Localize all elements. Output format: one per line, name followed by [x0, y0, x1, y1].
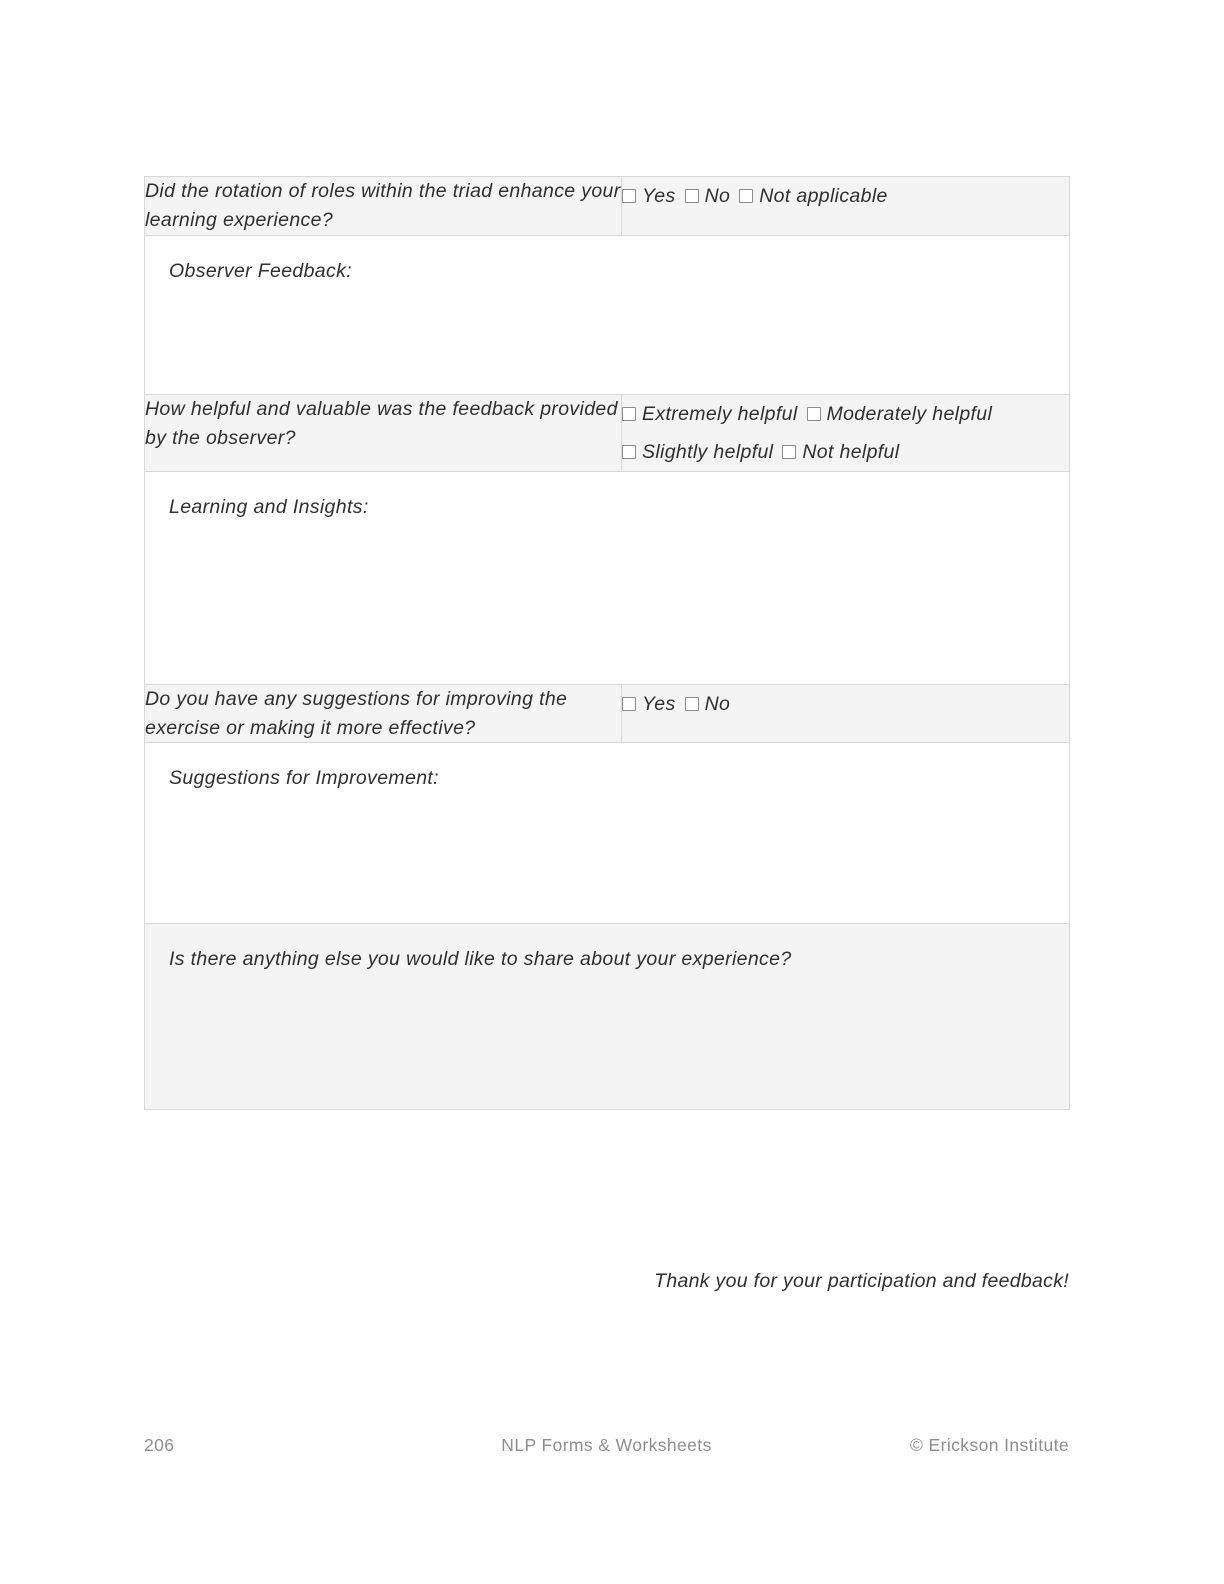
option-no[interactable] [685, 693, 731, 715]
checkbox-icon[interactable] [685, 189, 699, 203]
question-text: How helpful and valuable was the feedback provided by the observer? [145, 397, 618, 449]
page-footer [144, 1435, 1069, 1456]
table-row [145, 743, 1070, 924]
checkbox-icon[interactable] [622, 445, 636, 459]
table-row [145, 177, 1070, 236]
checkbox-icon[interactable] [739, 189, 753, 203]
table-row [145, 924, 1070, 1110]
option-extremely-helpful[interactable] [622, 403, 798, 425]
options-cell-suggestions [622, 684, 1070, 743]
answer-cell-learning-insights[interactable] [145, 471, 1070, 684]
question-text: Did the rotation of roles within the triad enhance your learning experience? [145, 180, 621, 231]
footer-credit: © Erickson Institute [909, 1435, 1069, 1455]
option-label: Yes [642, 185, 676, 207]
option-group [622, 395, 1069, 471]
option-label: No [704, 185, 731, 207]
checkbox-icon[interactable] [622, 189, 636, 203]
checkbox-icon[interactable] [622, 407, 636, 421]
answer-label: Learning and Insights: [169, 495, 369, 518]
option-yes[interactable] [622, 185, 676, 207]
checkbox-icon[interactable] [782, 445, 796, 459]
footer-title: NLP Forms & Worksheets [501, 1435, 712, 1455]
option-not-helpful[interactable] [782, 441, 899, 463]
option-slightly-helpful[interactable] [622, 441, 773, 463]
answer-cell-suggestions-improvement[interactable] [145, 743, 1070, 924]
option-not-applicable[interactable] [739, 185, 887, 207]
answer-label: Observer Feedback: [169, 259, 352, 282]
answer-cell-observer-feedback[interactable] [145, 235, 1070, 394]
checkbox-icon[interactable] [807, 407, 821, 421]
question-cell-suggestions [145, 684, 622, 743]
option-label: Not helpful [802, 440, 900, 463]
table-row [145, 471, 1070, 684]
table-row [145, 235, 1070, 394]
option-label: Not applicable [759, 185, 888, 207]
option-moderately-helpful[interactable] [807, 403, 993, 425]
option-group [622, 685, 1069, 723]
option-label: Yes [642, 692, 676, 715]
question-cell-rotation [145, 177, 622, 236]
checkbox-icon[interactable] [685, 697, 699, 711]
option-group [622, 177, 1069, 215]
answer-cell-anything-else[interactable] [145, 924, 1070, 1110]
checkbox-icon[interactable] [622, 697, 636, 711]
table-row [145, 394, 1070, 471]
option-yes[interactable] [622, 693, 676, 715]
option-label: Extremely helpful [642, 402, 798, 425]
closing-note: Thank you for your participation and feedback! [654, 1270, 1069, 1292]
feedback-form-table [144, 176, 1070, 1110]
answer-label: Is there anything else you would like to share about your experience? [169, 948, 792, 971]
option-label: Moderately helpful [826, 402, 993, 425]
options-cell-rotation [622, 177, 1070, 236]
footer-page-number: 206 [144, 1435, 175, 1455]
option-label: No [704, 692, 731, 715]
table-row [145, 684, 1070, 743]
option-label: Slightly helpful [642, 440, 774, 463]
answer-label: Suggestions for Improvement: [169, 767, 439, 790]
question-text: Do you have any suggestions for improving the exercise or making it more effective? [145, 687, 568, 739]
option-no[interactable] [685, 185, 731, 207]
options-cell-helpfulness [622, 394, 1070, 471]
question-cell-helpfulness [145, 394, 622, 471]
